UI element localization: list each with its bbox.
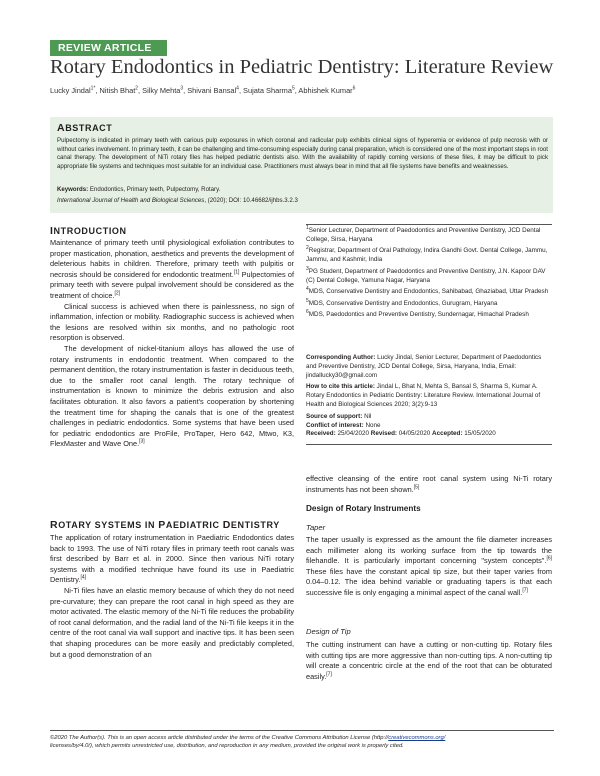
author-affiliation-mark: 5 <box>291 85 295 92</box>
author-affiliation-mark: 1* <box>90 85 96 92</box>
author-list: Lucky Jindal$^{1*}$, Nitish Bhat$^2$, Silky Mehta$^3$, Shivani Bansal$^4$, Sujata Sharma$^5$, Abhishek Kumar$^6$ <box>50 85 356 95</box>
rotary-systems-text: The application of rotary instrumentation in Paediatric Endodontics dates back to 1993. The use of NiTi rotary files in primary teeth root canals was first described by Barr et al. in 2000. Since then various NiTi rotary systems with a modified technique have found its use in Paediatric Dentistry.[4] Ni-Ti files have an elastic memory because of which they do not need pre-curvature; they can prepare the root canal in high speed as they are motor activated. The elastic memory of the Ni-Ti file reduces the probability of root canal deformation, and the radial land of the Ni-Ti file keeps it in the centre of the root canal via wall support and inactive tips. It has been seen that shaping procedures can be more easily and predictably completed, but a good demonstration of an <box>50 533 294 659</box>
license-link[interactable]: creativecommons.org/ <box>388 735 446 741</box>
taper-text: The taper usually is expressed as the amount the file diameter increases each millimeter along its working surface from the tip towards the filehandle. It is particularly important concerning "system concepts".[6] These files have the constant apical tip size, but their taper varies from 0.04–0.12. The idea behind variable or graduating tapers is that each successive file is only engaging a minimal aspect of the canal wall.[7] <box>306 535 552 597</box>
author-affiliation-mark: 2 <box>135 85 139 92</box>
author-name: Silky Mehta <box>142 86 181 95</box>
affiliation-item: $^5$MDS, Conservative Dentistry and Endodontics, Gurugram, Haryana <box>306 297 498 307</box>
article-dates: Received: 25/04/2020 Revised: 04/05/2020 Accepted: 15/05/2020 <box>306 430 496 438</box>
abstract-text: Pulpectomy is indicated in primary teeth with carious pulp exposures in which coronal and radicular pulp exhibits clinical signs of hyperemia or evidence of pulp necrosis with or without caries involvement. In primary teeth, it can be challenging and time-consuming especially during canal preparation, which is considered one of the most important steps in root canal therapy. The development of NiTi rotary files has helped pediatric dentists also. With the availability of rapidly coming versions of these files, it may be difficult to pick appropriate file systems and techniques most suitable for an individual case. Practitioners must always bear in mind that all file systems have benefits and weaknesses. <box>57 137 548 170</box>
article-title: Rotary Endodontics in Pediatric Dentistry: Literature Review <box>50 56 554 78</box>
taper-heading: Taper <box>306 523 326 532</box>
introduction-text: Maintenance of primary teeth until physiological exfoliation contributes to proper mastication, phonation, aesthetics and prevents the development of deleterious habits in children. Therefore, primary teeth with pulpitis or necrosis should be considered for endodontic treatment.[1] Pulpectomies of primary teeth with severe pulpal involvement should be considered as the treatment of choice.[2] Clinical success is achieved when there is painlessness, no sign of inflammation, infection or mobility. Radiographic success is achieved when the lesions are resolved within six months, and no pathologic root resorption is observed. The development of nickel-titanium alloys has allowed the use of rotary instruments in endodontic treatment. When compared to the permanent dentition, the rotary instrumentation is faster in deciduous teeth, due to the smaller root canal length. The rotary technique of instrumentation is known to minimize the debris extrusion and also facilitates obturation. It also favors a patient's cooperation by shortening the treatment time for shaping the canals that is one of the greatest challenges in pediatric endodontics. Some systems that have been used for pediatric endodontics are ProFile, ProTaper, Hero 642, Mtwo, K3, FlexMaster and Wave One.[3] <box>50 238 294 449</box>
author-name: Lucky Jindal <box>50 86 91 95</box>
introduction-heading: INTRODUCTION <box>50 225 127 237</box>
affiliation-bottom-rule <box>306 444 552 445</box>
affiliation-item: $^1$Senior Lecturer, Department of Paedodontics and Preventive Dentistry, JCD Dental College, Sirsa, Haryana <box>306 224 541 243</box>
footer-rule <box>50 730 554 731</box>
author-affiliation-mark: 3 <box>180 85 184 92</box>
affiliations-block <box>306 224 552 323</box>
author-info-block <box>306 354 552 439</box>
conflict-of-interest: Conflict of interest: None <box>306 421 381 429</box>
affiliation-item: $^4$MDS, Conservative Dentistry and Endodontics, Sahibabad, Ghaziabad, Uttar Pradesh <box>306 286 549 296</box>
affiliation-top-rule <box>306 224 552 225</box>
author-name: Abhishek Kumar <box>298 86 353 95</box>
affiliation-item: $^3$PG Student, Department of Paedodontics and Preventive Dentistry, J.N. Kapoor DAV (C) Dental College, Yamuna Nagar, Haryana <box>306 265 546 284</box>
journal-citation: International Journal of Health and Biological Sciences, (2020); DOI: 10.46682/ijhbs.3.2.3 <box>57 197 298 204</box>
author-affiliation-mark: 6 <box>352 85 356 92</box>
affiliation-item: $^2$Registrar, Department of Oral Pathology, Indira Gandhi Govt. Dental College, Jammu, Jammu, and Kashmir, India <box>306 245 548 264</box>
article-type-banner: REVIEW ARTICLE <box>50 40 167 56</box>
corresponding-author: Corresponding Author: Lucky Jindal, Senior Lecturer, Department of Paedodontics and Preventive Dentistry, JCD Dental College, Sirsa, Haryana, India, Email: jindallucky30@gmail.com <box>306 354 542 379</box>
tip-text: The cutting instrument can have a cutting or non-cutting tip. Rotary files with cutting tips are more aggressive than non-cutting tips. A non-cutting tip will create a concentric circle at the end of the root that can be obturated easily.[7] <box>306 640 552 681</box>
design-heading: Design of Rotary Instruments <box>306 504 421 513</box>
keywords: Keywords: Endodontics, Primary teeth, Pulpectomy, Rotary. <box>57 186 221 193</box>
author-name: Sujata Sharma <box>243 86 292 95</box>
license-note: ©2020 The Author(s). This is an open access article distributed under the terms of the Creative Commons Attribution License (http://creativecommons.org/ licenses/by/4.0/), which permits unrestricted use, distribution, and reproduction in any medium, provided the original work is properly cited. <box>50 735 446 750</box>
author-name: Nitish Bhat <box>99 86 136 95</box>
author-name: Shivani Bansal <box>187 86 237 95</box>
rotary-systems-heading: ROTARY SYSTEMS IN PAEDIATRIC DENTISTRY <box>50 519 280 531</box>
source-of-support: Source of support: Nil <box>306 412 372 420</box>
tip-heading: Design of Tip <box>306 627 351 636</box>
rotary-continuation: effective cleansing of the entire root canal system using Ni-Ti rotary instruments has not been shown.[5] <box>306 474 552 494</box>
abstract-heading: ABSTRACT <box>57 122 113 134</box>
author-affiliation-mark: 4 <box>236 85 239 92</box>
how-to-cite: How to cite this article: Jindal L, Bhat N, Mehta S, Bansal S, Sharma S, Kumar A. Rotary Endodontics in Pediatric Dentistry: Literature Review. International Journal of Health and Biological Sciences 2020; 3(2):9-13 <box>306 383 541 409</box>
affiliation-item: $^6$MDS, Paedodontics and Preventive Dentistry, Sundernagar, Himachal Pradesh <box>306 309 529 319</box>
